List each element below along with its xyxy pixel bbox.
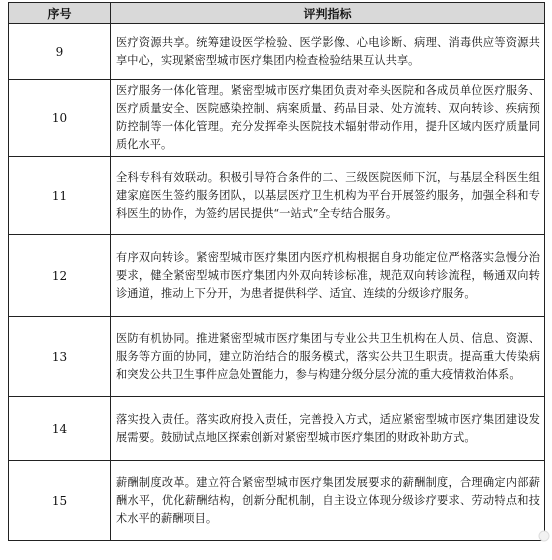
table-row <box>9 157 545 235</box>
table-header-row <box>9 3 545 24</box>
row-criteria-text: 医疗资源共享。统筹建设医学检验、医学影像、心电诊断、病理、消毒供应等资源共享中心，实现紧密型城市医疗集团内检查检验结果互认共享。 <box>111 24 545 80</box>
row-number: 11 <box>9 157 111 235</box>
table-row <box>9 397 545 461</box>
row-number: 13 <box>9 317 111 397</box>
row-number: 12 <box>9 235 111 317</box>
row-criteria-text: 医疗服务一体化管理。紧密型城市医疗集团负责对牵头医院和各成员单位医疗服务、医疗质量安全、医院感染控制、病案质量、药品目录、处方流转、双向转诊、疾病预防控制等一体化管理。充分发挥牵头医院技术辐射带动作用，提升区域内医疗质量同质化水平。 <box>111 80 545 157</box>
row-number: 9 <box>9 24 111 80</box>
table-row <box>9 80 545 157</box>
table-row <box>9 235 545 317</box>
row-number: 14 <box>9 397 111 461</box>
header-evaluation-criteria: 评判指标 <box>111 3 545 24</box>
row-criteria-text: 落实投入责任。落实政府投入责任，完善投入方式，适应紧密型城市医疗集团建设发展需要。鼓励试点地区探索创新对紧密型城市医疗集团的财政补助方式。 <box>111 397 545 461</box>
table-row <box>9 24 545 80</box>
table-row <box>9 317 545 397</box>
row-criteria-text: 薪酬制度改革。建立符合紧密型城市医疗集团发展要求的薪酬制度，合理确定内部薪酬水平，优化薪酬结构，创新分配机制，自主设立体现分级诊疗要求、劳动特点和技术水平的薪酬项目。 <box>111 461 545 541</box>
row-criteria-text: 全科专科有效联动。积极引导符合条件的二、三级医院医师下沉，与基层全科医生组建家庭医生签约服务团队，以基层医疗卫生机构为平台开展签约服务，加强全科和专科医生的协作，为签约居民提供“一站式”全专结合服务。 <box>111 157 545 235</box>
table-row <box>9 461 545 541</box>
row-number: 10 <box>9 80 111 157</box>
row-number: 15 <box>9 461 111 541</box>
criteria-table <box>8 2 545 541</box>
watermark-corner-icon <box>538 530 550 542</box>
row-criteria-text: 医防有机协同。推进紧密型城市医疗集团与专业公共卫生机构在人员、信息、资源、服务等方面的协同，建立防治结合的服务模式，落实公共卫生职责。提高重大传染病和突发公共卫生事件应急处置能力，参与构建分级分层分流的重大疫情救治体系。 <box>111 317 545 397</box>
row-criteria-text: 有序双向转诊。紧密型城市医疗集团内医疗机构根据自身功能定位严格落实急慢分治要求，健全紧密型城市医疗集团内外双向转诊标准，规范双向转诊流程，畅通双向转诊通道，推动上下分开，为患者提供科学、适宜、连续的分级诊疗服务。 <box>111 235 545 317</box>
header-serial-number: 序号 <box>9 3 111 24</box>
